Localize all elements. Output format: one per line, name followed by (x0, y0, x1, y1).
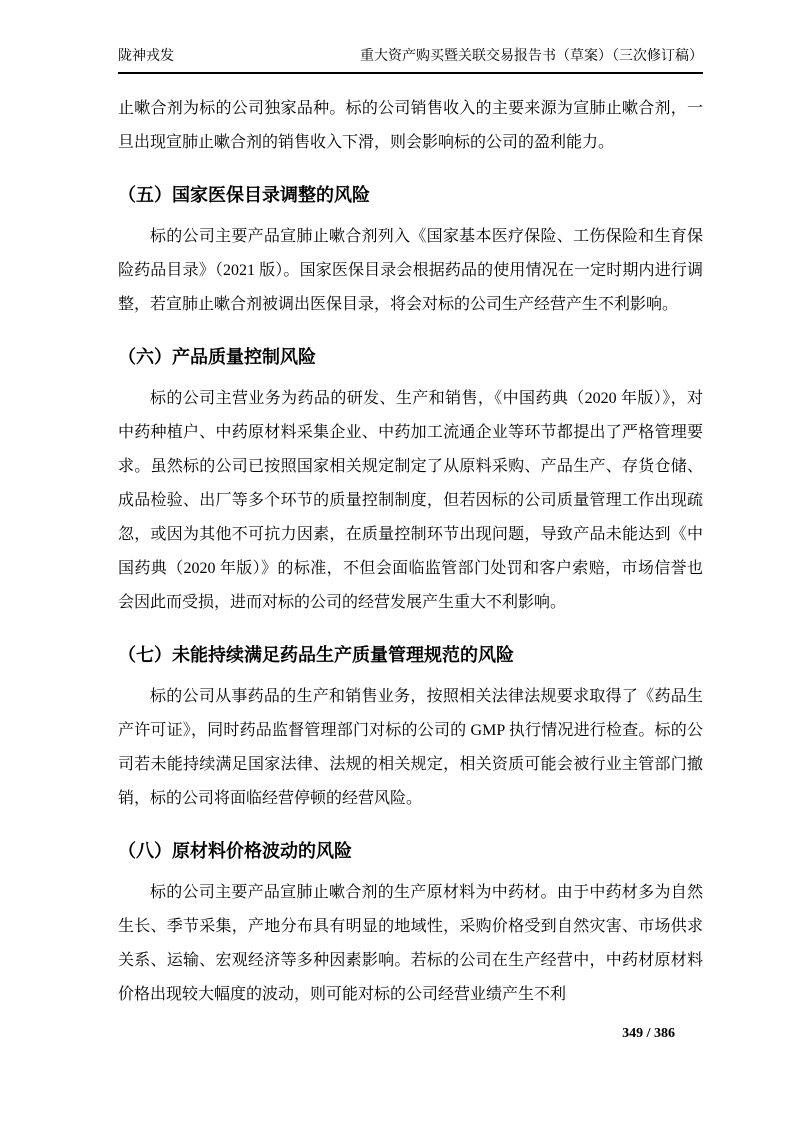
section-heading-6: （六）产品质量控制风险 (118, 347, 316, 367)
section-heading-7: （七）未能持续满足药品生产质量管理规范的风险 (118, 645, 514, 665)
section-heading-8: （八）原材料价格波动的风险 (118, 841, 352, 861)
header-document-title: 重大资产购买暨关联交易报告书（草案）（三次修订稿） (360, 49, 703, 64)
section-heading-5: （五）国家医保目录调整的风险 (118, 185, 370, 205)
page-header (118, 48, 703, 74)
page-number: 349 / 386 (622, 1026, 675, 1041)
section-paragraph-8: 标的公司主要产品宣肺止嗽合剂的生产原材料为中药材。由于中药材多为自然生长、季节采集，产地分布具有明显的地域性，采购价格受到自然灾害、市场供求关系、运输、宏观经济等多种因素影响。若标的公司在生产经营中，中药材原材料价格出现较大幅度的波动，则可能对标的公司经营业绩产生不利 (118, 884, 703, 1003)
section-paragraph-5: 标的公司主要产品宣肺止嗽合剂列入《国家基本医疗保险、工伤保险和生育保险药品目录》（2021 版）。国家医保目录会根据药品的使用情况在一定时期内进行调整，若宣肺止嗽合剂被调出医保目录，将会对标的公司生产经营产生不利影响。 (118, 228, 703, 313)
section-paragraph-7: 标的公司从事药品的生产和销售业务，按照相关法律法规要求取得了《药品生产许可证》，同时药品监督管理部门对标的公司的 GMP 执行情况进行检查。标的公司若未能持续满足国家法律、法规的相关规定，相关资质可能会被行业主管部门撤销，标的公司将面临经营停顿的经营风险。 (118, 688, 703, 807)
paragraph-continuation: 止嗽合剂为标的公司独家品种。标的公司销售收入的主要来源为宣肺止嗽合剂，一旦出现宣肺止嗽合剂的销售收入下滑，则会影响标的公司的盈利能力。 (118, 100, 703, 151)
header-company-name: 陇神戎发 (118, 49, 174, 64)
section-paragraph-6: 标的公司主营业务为药品的研发、生产和销售，《中国药典（2020 年版）》，对中药种植户、中药原材料采集企业、中药加工流通企业等环节都提出了严格管理要求。虽然标的公司已按照国家相关规定制定了从原料采购、产品生产、存货仓储、成品检验、出厂等多个环节的质量控制制度，但若因标的公司质量管理工作出现疏忽，或因为其他不可抗力因素，在质量控制环节出现问题，导致产品未能达到《中国药典（2020 年版）》的标准，不但会面临监管部门处罚和客户索赔，市场信誉也会因此而受损，进而对标的公司的经营发展产生重大不利影响。 (118, 390, 703, 611)
document-content (118, 74, 703, 1012)
